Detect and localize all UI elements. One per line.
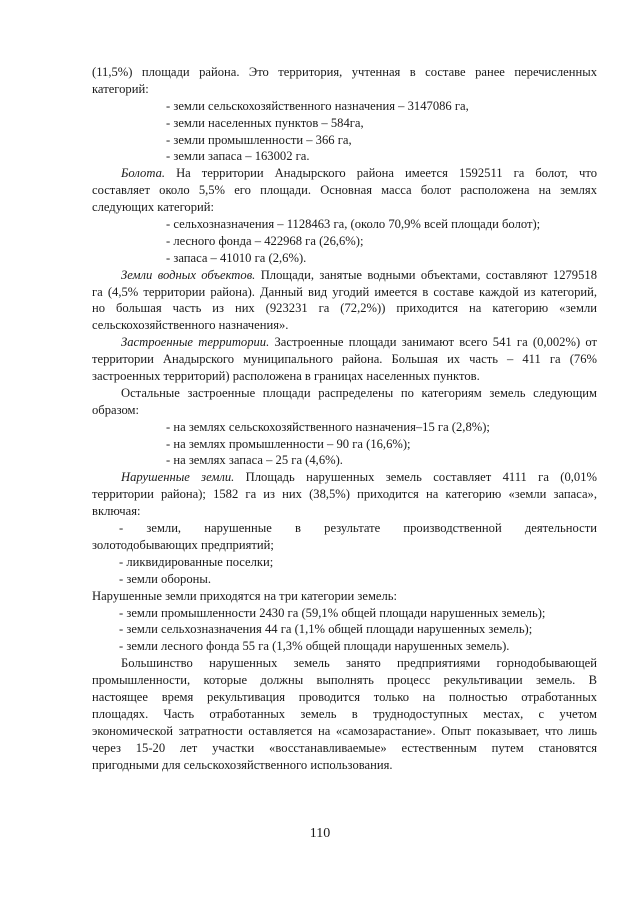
list-item: - сельхозназначения – 1128463 га, (около 70,9% всей площади болот); xyxy=(166,217,541,232)
list-item: - на землях промышленности – 90 га (16,6%); xyxy=(166,436,411,451)
text-line: Большинство нарушенных земель занято предприятиями горнодобывающей xyxy=(121,656,597,671)
paragraph-start-bolota: Болота. На территории Анадырского района имеется 1592511 га болот, что xyxy=(121,166,597,181)
text-line: пригодными для сельскохозяйственного использования. xyxy=(92,757,393,772)
text-line: Нарушенные земли приходятся на три категории земель: xyxy=(92,588,398,603)
text-line: образом: xyxy=(92,402,140,417)
text-line: (11,5%) площади района. Это территория, учтенная в составе ранее перечисленных xyxy=(92,65,597,79)
text-line: сельскохозяйственного назначения». xyxy=(92,318,289,333)
text-line: включая: xyxy=(92,504,141,519)
list-item: - на землях запаса – 25 га (4,6%). xyxy=(166,453,343,468)
text-line: категорий: xyxy=(92,81,149,96)
text-line: золотодобывающих предприятий; xyxy=(92,537,274,552)
text-line: застроенных территорий) расположена в границах населенных пунктов. xyxy=(92,369,480,384)
text-line: составляет около 5,5% его площади. Основная масса болот расположена на землях xyxy=(92,183,597,198)
text-line: га (4,5% территории района). Данный вид угодий имеется в составе каждой из категорий, xyxy=(92,284,597,299)
section-heading-disturbed: Нарушенные земли. xyxy=(121,470,235,485)
list-item: - земли обороны. xyxy=(119,571,211,586)
list-item: - ликвидированные поселки; xyxy=(119,554,274,569)
text-line: территории района); 1582 га из них (38,5%) приходится на категорию «земли запаса», xyxy=(92,487,597,502)
page-number: 110 xyxy=(309,826,331,841)
list-item: - земли населенных пунктов – 584га, xyxy=(166,115,364,130)
paragraph-start-disturbed: Нарушенные земли. Площадь нарушенных земель составляет 4111 га (0,01% xyxy=(121,470,597,485)
list-item: - земли, нарушенные в результате производственной деятельности xyxy=(119,521,597,536)
text-line: настоящее время рекультивация проводится только на полностью отработанных xyxy=(92,689,597,704)
section-heading-built: Застроенные территории. xyxy=(121,335,270,350)
document-page xyxy=(92,64,597,773)
text-line: через 15-20 лет участки «восстанавливаемые» естественным путем становятся xyxy=(92,740,597,755)
paragraph-start-built: Застроенные территории. Застроенные площади занимают всего 541 га (0,002%) от xyxy=(121,335,598,350)
list-item: - земли промышленности 2430 га (59,1% общей площади нарушенных земель); xyxy=(119,605,546,620)
paragraph-start-water: Земли водных объектов. Площади, занятые водными объектами, составляют 1279518 xyxy=(121,267,597,282)
text-line: экономической затратности оставляется на «самозарастание». Опыт показывает, что лишь xyxy=(92,723,597,738)
list-item: - земли запаса – 163002 га. xyxy=(166,149,310,164)
text-line: Остальные застроенные площади распределены по категориям земель следующим xyxy=(121,385,597,400)
list-item: - земли промышленности – 366 га, xyxy=(166,132,352,147)
list-item: - земли лесного фонда 55 га (1,3% общей площади нарушенных земель). xyxy=(119,639,510,654)
section-heading-bolota: Болота. xyxy=(121,166,166,181)
text-line: промышленности, которые должны выполнять процесс рекультивации земель. В xyxy=(92,673,597,688)
text-line: территории Анадырского муниципального района. Большая их часть – 411 га (76% xyxy=(92,352,597,367)
list-item: - лесного фонда – 422968 га (26,6%); xyxy=(166,233,364,248)
list-item: - земли сельхозназначения 44 га (1,1% общей площади нарушенных земель); xyxy=(119,622,533,637)
list-item: - земли сельскохозяйственного назначения – 3147086 га, xyxy=(166,98,469,113)
text-line: следующих категорий: xyxy=(92,200,215,215)
text-line: площадях. Часть отработанных земель в труднодоступных местах, с учетом xyxy=(92,706,597,721)
section-heading-water: Земли водных объектов. xyxy=(121,267,256,282)
list-item: - запаса – 41010 га (2,6%). xyxy=(166,250,307,265)
text-line: но большая часть из них (923231 га (72,2%)) приходится на категорию «земли xyxy=(92,301,597,316)
list-item: - на землях сельскохозяйственного назначения–15 га (2,8%); xyxy=(166,419,490,434)
